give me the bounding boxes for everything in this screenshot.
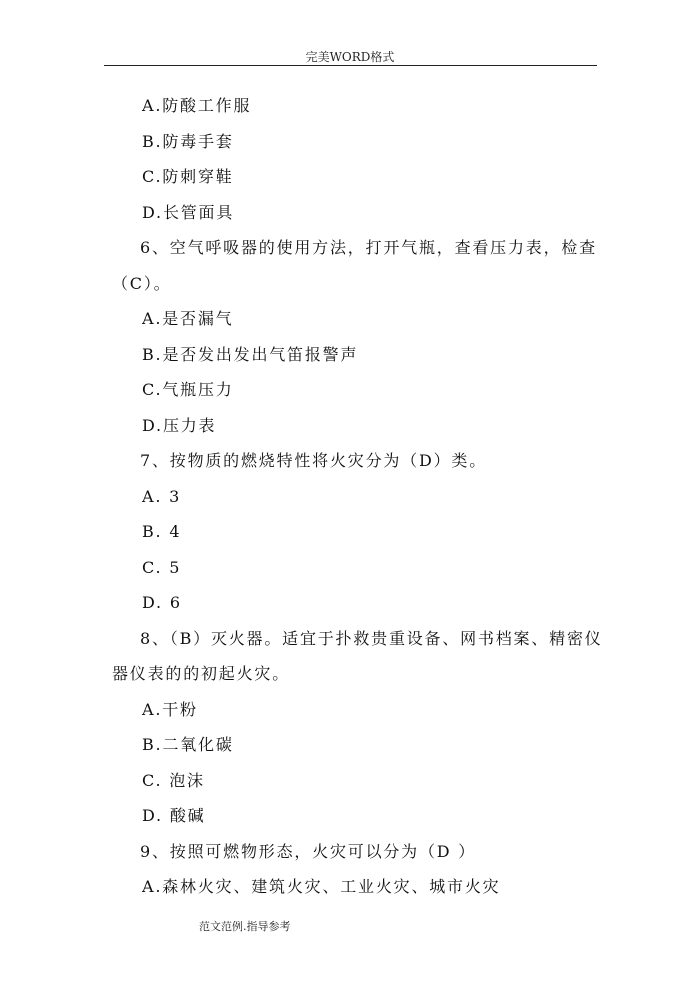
option-line: D.压力表 xyxy=(142,415,217,435)
option-line: B.二氧化碳 xyxy=(142,735,234,754)
option-line: B.防毒手套 xyxy=(142,131,234,151)
option-line: C. 泡沫 xyxy=(142,770,205,790)
document-body xyxy=(112,88,602,905)
option-line: D.长管面具 xyxy=(142,202,235,222)
question-line: 9、按照可燃物形态，火灾可以分为（D ） xyxy=(140,841,477,861)
option-line: A.干粉 xyxy=(142,699,198,719)
option-line: B.是否发出发出气笛报警声 xyxy=(142,344,359,364)
question-continuation: 器仪表的的初起火灾。 xyxy=(112,664,291,683)
option-line: A.是否漏气 xyxy=(142,309,234,328)
option-line: C. 5 xyxy=(142,557,182,577)
option-line: B. 4 xyxy=(142,522,182,541)
option-line: A.森林火灾、建筑火灾、工业火灾、城市火灾 xyxy=(142,877,501,896)
option-line: C.防刺穿鞋 xyxy=(142,167,234,186)
question-line: 8、（B）灭火器。适宜于扑救贵重设备、网书档案、精密仪 xyxy=(140,628,603,648)
page-footer: 范文范例.指导参考 xyxy=(199,920,291,933)
option-line: D. 酸碱 xyxy=(142,806,206,825)
option-line: A.防酸工作服 xyxy=(142,96,252,115)
option-line: D. 6 xyxy=(142,593,182,612)
page-header: 完美WORD格式 xyxy=(305,50,395,64)
question-line: 6、空气呼吸器的使用方法，打开气瓶，查看压力表，检查 xyxy=(140,238,597,257)
question-continuation: （C）。 xyxy=(112,273,172,293)
question-line: 7、按物质的燃烧特性将火灾分为（D）类。 xyxy=(140,451,488,470)
header-divider xyxy=(104,65,597,66)
option-line: A. 3 xyxy=(142,486,182,506)
option-line: C.气瓶压力 xyxy=(142,380,234,399)
